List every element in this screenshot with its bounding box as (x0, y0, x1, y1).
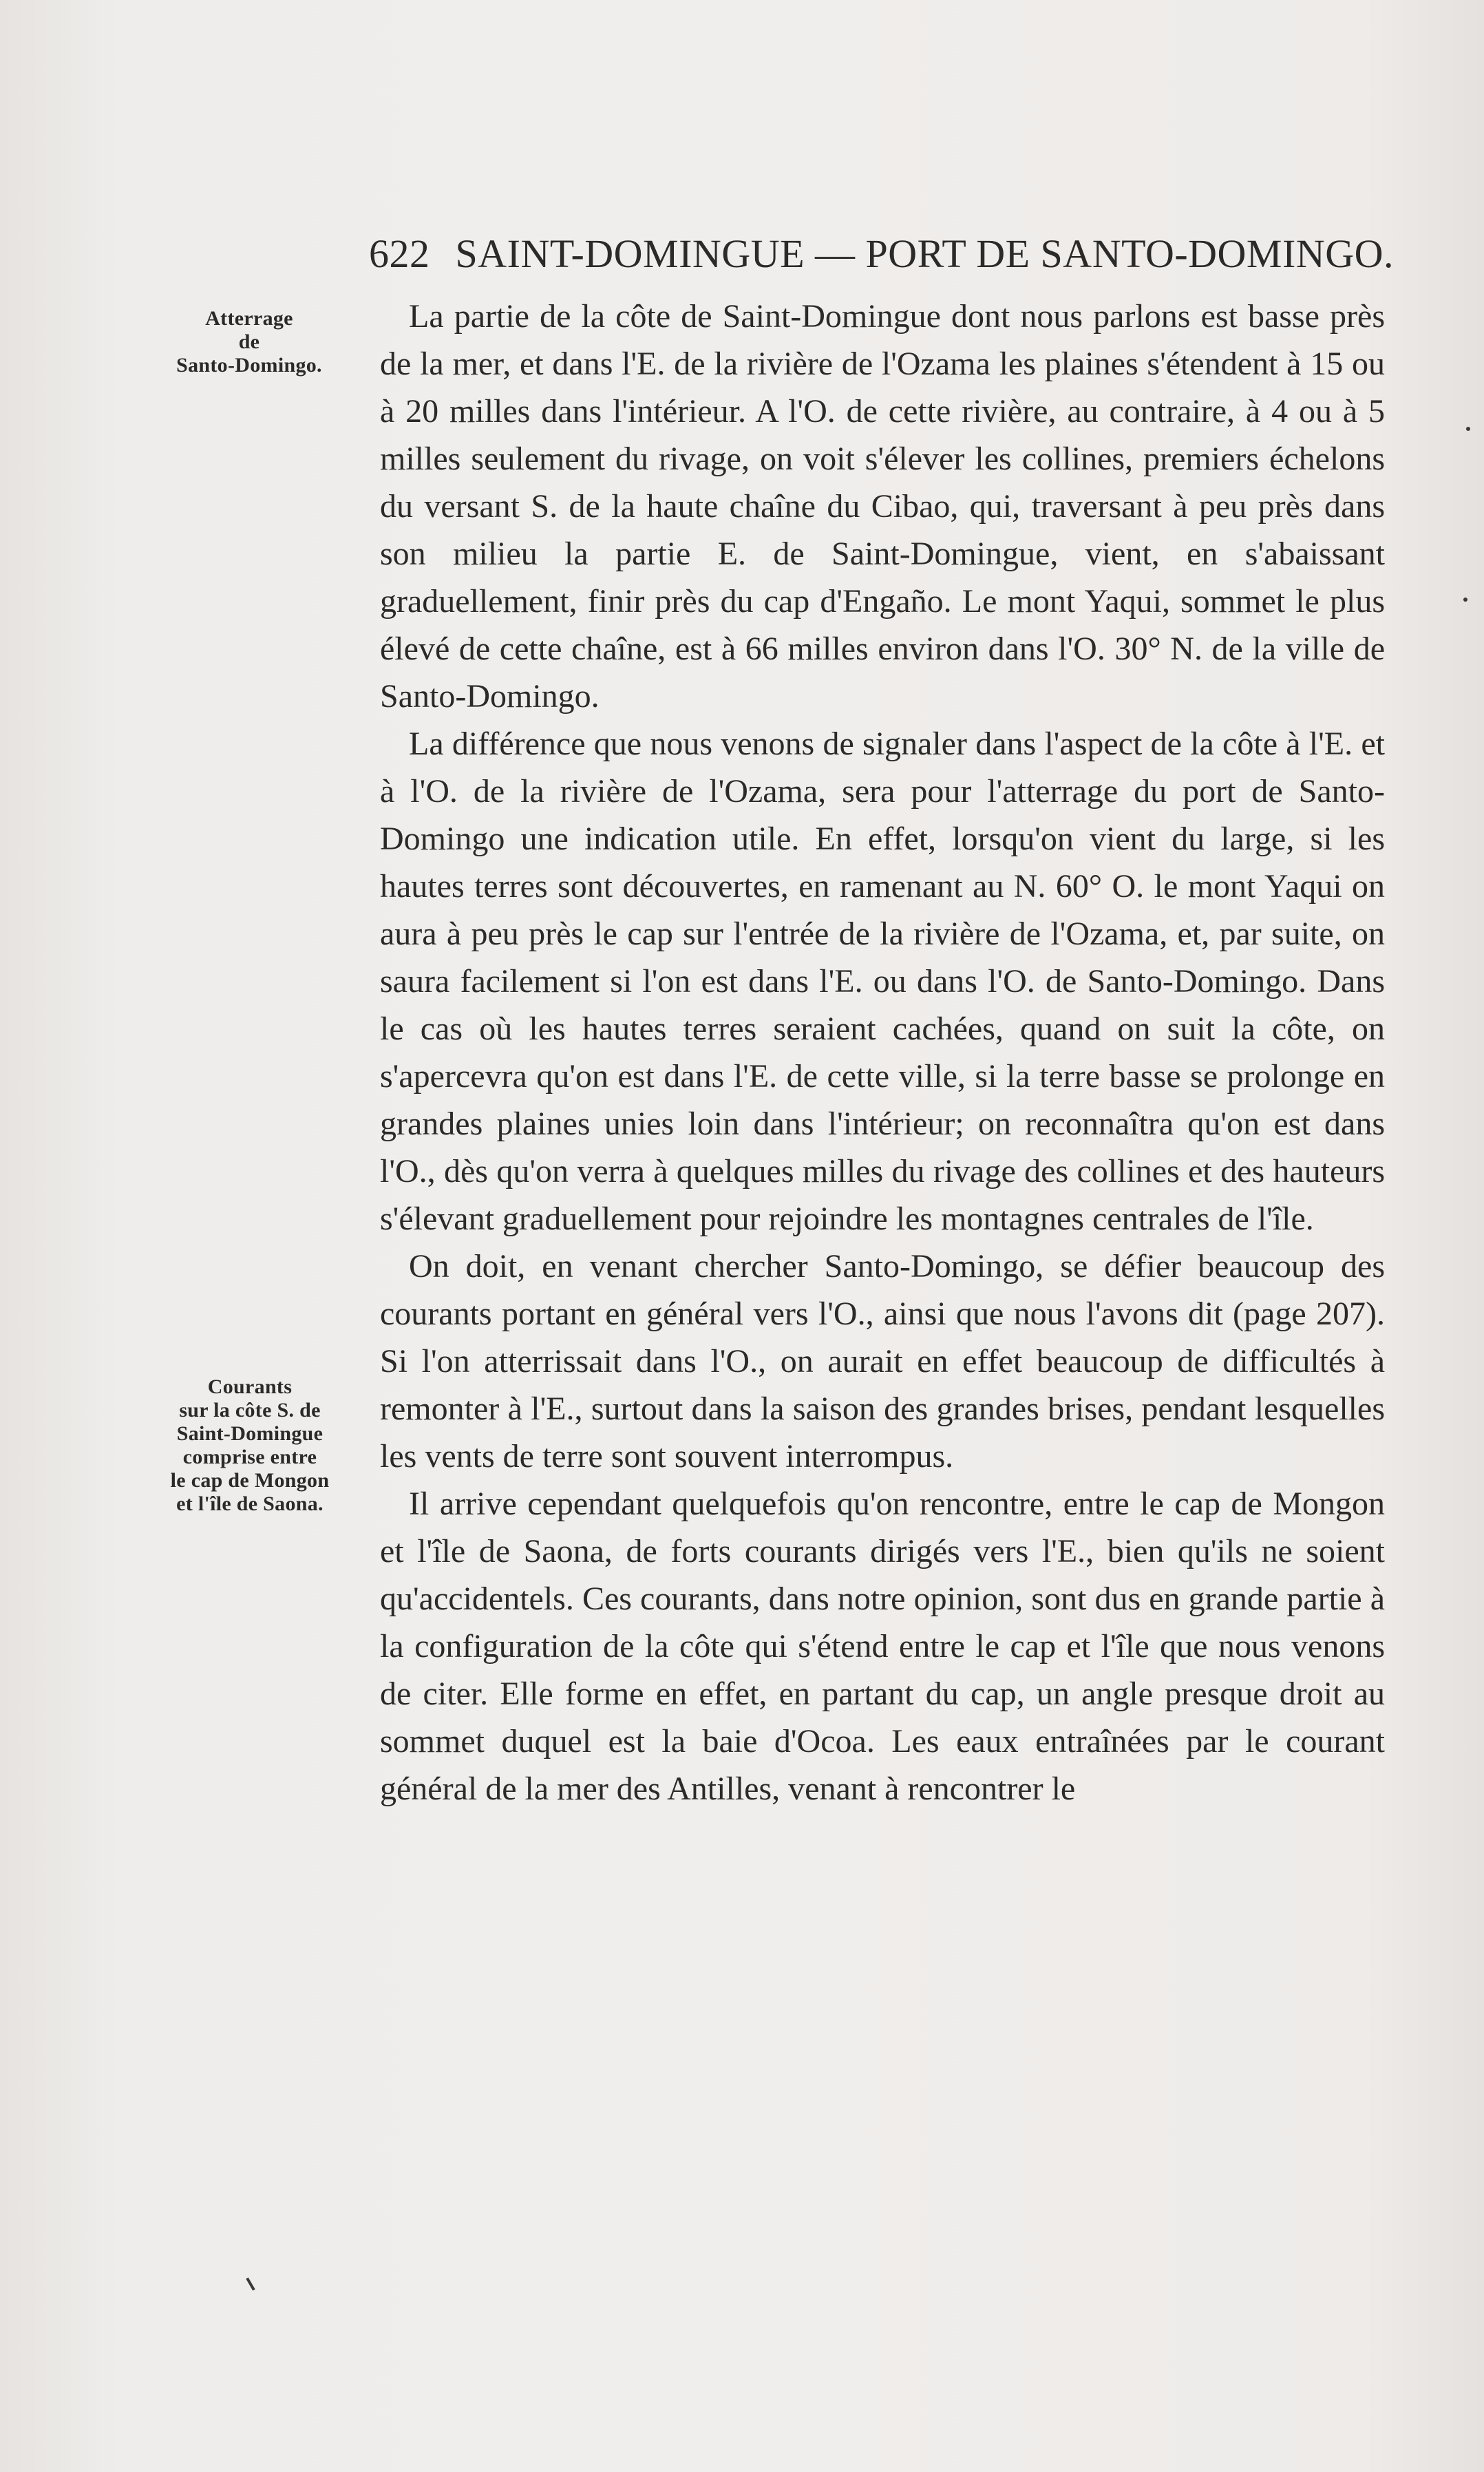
ink-speck (246, 2277, 255, 2290)
margin-note-line: Courants (207, 1375, 293, 1398)
ink-speck (1466, 427, 1470, 431)
paragraph: La partie de la côte de Saint-Domingue dont nous parlons est basse près de la mer, et dans l'E. de la rivière de l'Ozama les plaines s'étendent à 15 ou à 20 milles dans l'intérieur. A l'O. de cette rivière, au contraire, à 4 ou à 5 milles seulement du rivage, on voit s'élever les collines, premiers échelons du versant S. de la haute chaîne du Cibao, qui, traversant à peu près dans son milieu la partie E. de Saint-Domingue, vient, en s'abaissant graduellement, finir près du cap d'Engaño. Le mont Yaqui, sommet le plus élevé de cette chaîne, est à 66 milles environ dans l'O. 30° N. de la ville de Santo-Domingo. (380, 298, 1385, 715)
running-title: SAINT-DOMINGUE — PORT DE SANTO-DOMINGO. (455, 231, 1394, 276)
margin-note-courants (141, 1375, 359, 1516)
ink-speck (1463, 598, 1467, 602)
margin-note-line: Santo-Domingo. (176, 354, 322, 377)
margin-note-line: Atterrage (205, 307, 293, 330)
running-header (369, 231, 1394, 277)
margin-note-line: Saint-Domingue (176, 1422, 324, 1445)
paragraph: On doit, en venant chercher Santo-Domingo, se défier beaucoup des courants portant en général vers l'O., ainsi que nous l'avons dit (page 207). Si l'on atterrissait dans l'O., on aurait en effet beaucoup de difficultés à remonter à l'E., surtout dans la saison des grandes brises, pendant lesquelles les vents de terre sont souvent interrompus. (380, 1248, 1385, 1475)
margin-note-atterrage (153, 307, 346, 377)
margin-note-line: et l'île de Saona. (176, 1492, 324, 1515)
paragraph: Il arrive cependant quelquefois qu'on rencontre, entre le cap de Mongon et l'île de Saona, de forts courants dirigés vers l'E., bien qu'ils ne soient qu'accidentels. Ces courants, dans notre opinion, sont dus en grande partie à la configuration de la côte qui s'étend entre le cap et l'île que nous venons de citer. Elle forme en effet, en partant du cap, un angle presque droit au sommet duquel est la baie d'Ocoa. Les eaux entraînées par le courant général de la mer des Antilles, venant à rencontrer le (380, 1486, 1385, 1807)
page-number: 622 (369, 231, 430, 276)
margin-note-line: comprise entre (182, 1446, 317, 1468)
margin-note-line: de (238, 330, 260, 353)
main-text (380, 293, 1385, 1813)
paragraph: La différence que nous venons de signaler dans l'aspect de la côte à l'E. et à l'O. de la rivière de l'Ozama, sera pour l'atterrage du port de Santo-Domingo une indication utile. En effet, lorsqu'on vient du large, si les hautes terres sont découvertes, en ramenant au N. 60° O. le mont Yaqui on aura à peu près le cap sur l'entrée de la rivière de l'Ozama, et, par suite, on saura facilement si l'on est dans l'E. ou dans l'O. de Santo-Domingo. Dans le cas où les hautes terres seraient cachées, quand on suit la côte, on s'apercevra qu'on est dans l'E. de cette ville, si la terre basse se prolonge en grandes plaines unies loin dans l'intérieur; on reconnaîtra qu'on est dans l'O., dès qu'on verra à quelques milles du rivage des collines et des hauteurs s'élevant graduellement pour rejoindre les montagnes centrales de l'île. (380, 726, 1385, 1237)
margin-note-line: sur la côte S. de (179, 1399, 321, 1422)
margin-note-line: le cap de Mongon (170, 1469, 330, 1492)
